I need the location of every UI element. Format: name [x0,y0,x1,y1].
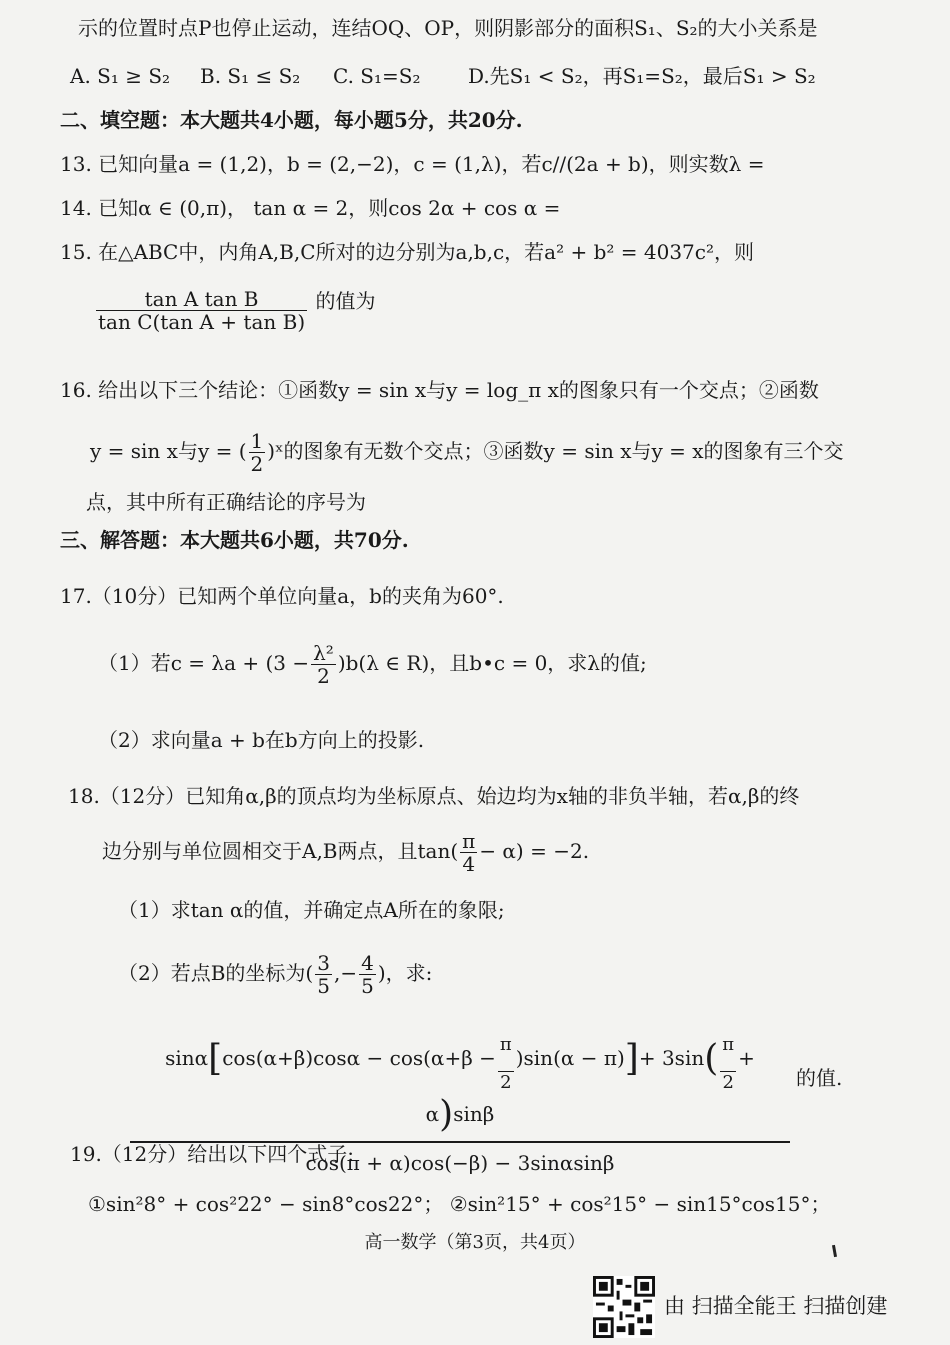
page-footer: 高一数学（第3页，共4页） [364,1232,586,1253]
q19-stem: 19.（12分）给出以下四个式子: [70,1142,354,1166]
q18-pi-over-4 [460,830,477,875]
q12-option-d: D.先S₁ < S₂，再S₁=S₂，最后S₁ > S₂ [468,64,816,88]
section-fill-heading: 二、填空题：本大题共4小题，每小题5分，共20分. [60,108,523,132]
q12-option-c: C. S₁=S₂ [333,64,421,88]
qr-code-icon [593,1276,655,1338]
q18-tail: 的值. [796,1066,843,1090]
q13: 13. 已知向量a = (1,2)，b = (2,−2)，c = (1,λ)，若c//(2a + b)，则实数λ = [60,152,765,176]
q18-expr-pi: π [498,1025,514,1072]
q18-pi: π [462,829,476,853]
q18-expr-d: + 3sin [638,1046,705,1070]
q18-expr-pi2: π [720,1025,736,1072]
q16-half-den: 2 [250,452,264,476]
q12-option-b: B. S₁ ≤ S₂ [200,64,301,88]
q15-fraction [96,288,307,333]
q15-expression [94,288,375,333]
q17-part2: （2）求向量a + b在b方向上的投影. [98,728,425,752]
q15-tail: 的值为 [315,289,376,313]
q18-p2b: )，求: [377,961,433,985]
q16-l2a: y = sin x与y = ( [90,439,247,463]
q15-denominator: tan C(tan A + tan B) [98,310,306,334]
q17-frac-num: λ² [313,641,334,665]
q18-pi-over-2 [498,1025,514,1094]
line-top: 示的位置时点P也停止运动，连结OQ、OP，则阴影部分的面积S₁、S₂的大小关系是 [78,16,818,40]
q18-expr-c: )sin(α − π) [515,1046,625,1070]
q16-line1: 16. 给出以下三个结论：①函数y = sin x与y = log_π x的图象只有一个交点；②函数 [60,378,819,402]
q18-stem2 [102,830,589,875]
q15-stem: 15. 在△ABC中，内角A,B,C所对的边分别为a,b,c，若a² + b² = 4037c²，则 [60,240,754,264]
q17-frac-den: 2 [317,664,330,688]
q18-s2b: − α) = −2. [479,839,590,863]
q18-s2a: 边分别与单位圆相交于A,B两点，且tan( [102,839,459,863]
q18-n1: 3 [317,951,330,975]
q14: 14. 已知α ∈ (0,π)， tan α = 2，则cos 2α + cos α = [60,196,561,220]
q18-stem1: 18.（12分）已知角α,β的顶点均为坐标原点、始边均为x轴的非负半轴，若α,β的终 [68,784,800,808]
q18-big-numerator: sinα[cos(α+β)cosα − cos(α+β − $\frac{\pi}{2}$ )sin(α − π)]+ 3sin( $\frac{\pi}{2}$ + α)sinβ [130,1025,790,1143]
q16-line3: 点，其中所有正确结论的序号为 [86,490,366,514]
q17-p1b: )b(λ ∈ R)，且b•c = 0，求λ的值; [337,651,647,675]
q17-stem: 17.（10分）已知两个单位向量a，b的夹角为60°. [60,584,504,608]
q15-numerator: tan A tan B [96,288,307,311]
q18-big-denominator: cos(π + α)cos(−β) − 3sinαsinβ [305,1151,615,1175]
q18-expr-e: + α [425,1046,755,1126]
q18-expr-two: 2 [500,1072,512,1093]
q16-line2 [90,430,844,475]
q18-d2: 5 [361,974,374,998]
q18-d1: 5 [317,974,330,998]
q18-four: 4 [462,852,476,876]
q17-lambda-fraction [311,642,336,687]
q19-items: ①sin²8° + cos²22° − sin8°cos22°； ②sin²15° + cos²15° − sin15°cos15°； [88,1192,831,1216]
q12-option-a: A. S₁ ≥ S₂ [70,64,171,88]
q18-sin-alpha: sinα [165,1046,209,1070]
q17-part1 [98,642,647,687]
q18-n2: 4 [361,951,374,975]
q17-p1a: （1）若c = λa + (3 − [98,651,310,675]
q16-l2b: )ˣ的图象有无数个交点；③函数y = sin x与y = x的图象有三个交 [267,439,844,463]
q18-p2a: （2）若点B的坐标为( [118,961,314,985]
q18-expr-two2: 2 [722,1072,734,1093]
q18-part2 [118,952,432,997]
q18-mid: ,− [333,961,358,985]
q18-expr-f: sinβ [453,1102,495,1126]
q16-half-num: 1 [250,429,264,453]
q16-half-fraction [249,430,266,475]
section-answer-heading: 三、解答题：本大题共6小题，共70分. [60,528,409,552]
q18-frac-3-5 [315,952,332,997]
q18-expr-b: cos(α+β)cosα − cos(α+β − [222,1046,496,1070]
q18-pi-over-2b [720,1025,736,1094]
scanner-watermark: 由 扫描全能王 扫描创建 [664,1294,888,1318]
q18-part1: （1）求tan α的值，并确定点A所在的象限; [118,898,505,922]
q18-frac-4-5 [359,952,376,997]
